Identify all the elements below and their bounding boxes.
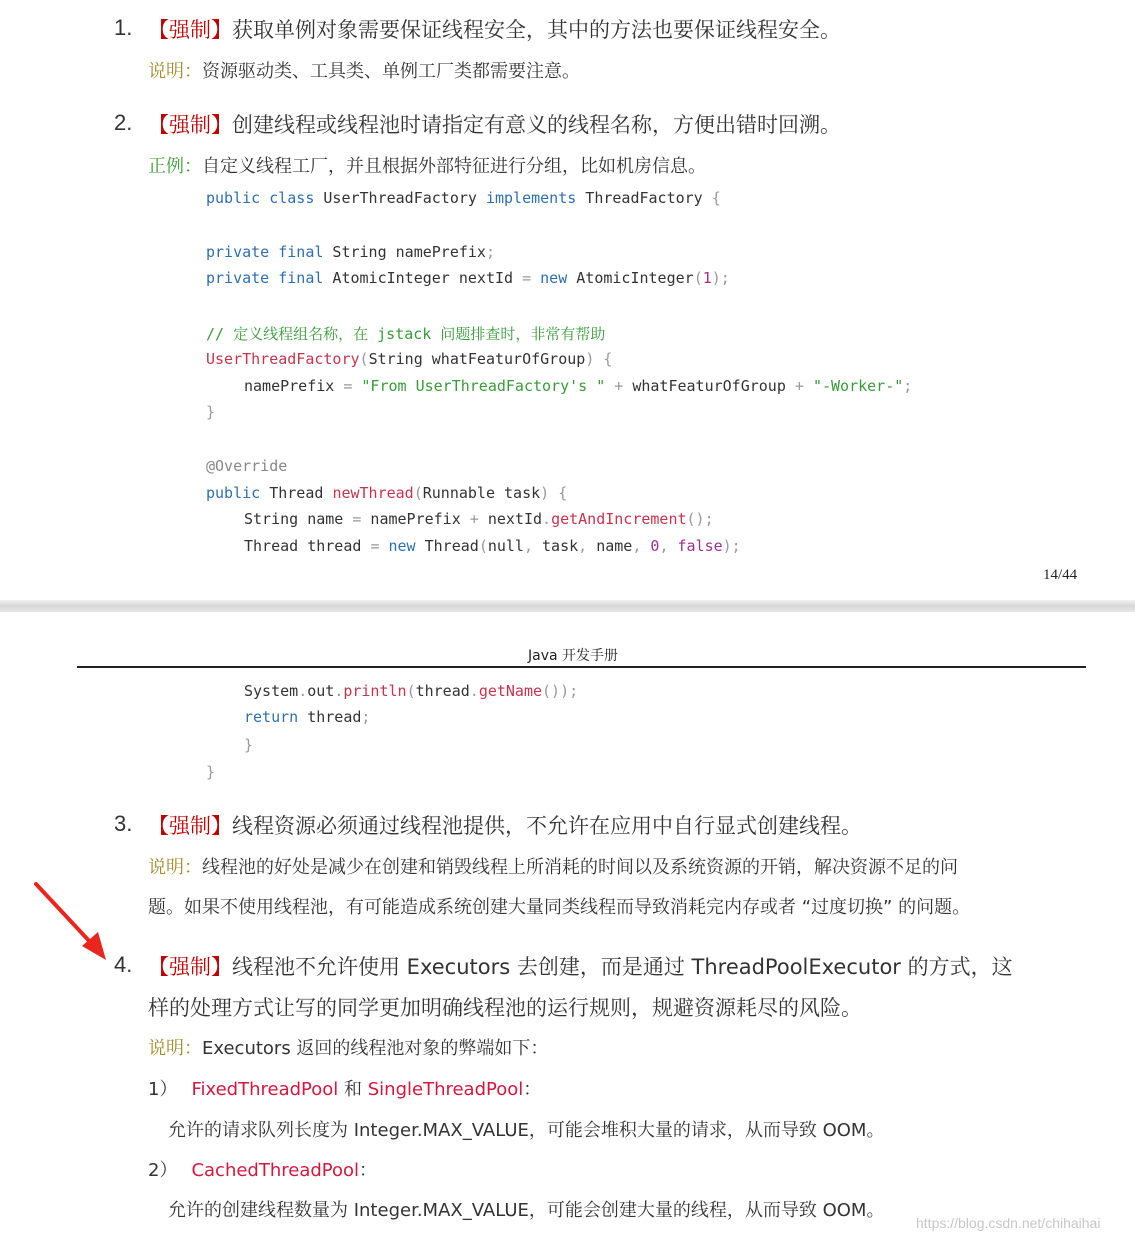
item-1-note: [148, 57, 580, 83]
code-line: }: [206, 403, 216, 421]
item-3-rule: [148, 810, 862, 840]
item-2-rule: [148, 109, 841, 139]
sub-index: 1）: [148, 1079, 178, 1100]
sub-item-2: [148, 1156, 377, 1182]
page-separator: [0, 600, 1135, 612]
class-name: FixedThreadPool: [191, 1079, 339, 1100]
class-name: SingleThreadPool: [367, 1079, 524, 1100]
note-label: 说明：: [148, 857, 202, 878]
sub-item-2-desc: 允许的创建线程数量为 Integer.MAX_VALUE，可能会创建大量的线程，从而导致 OOM。: [168, 1200, 885, 1221]
code-comment: // 定义线程组名称，在 jstack 问题排查时，非常有帮助: [206, 325, 606, 343]
note-text: 线程池的好处是减少在创建和销毁线程上所消耗的时间以及系统资源的开销，解决资源不足的问: [202, 857, 958, 878]
example-label: 正例：: [148, 156, 202, 177]
note-text: Executors 返回的线程池对象的弊端如下：: [202, 1038, 549, 1059]
note-label: 说明：: [148, 61, 202, 82]
sub-item-1: [148, 1075, 541, 1101]
mandatory-tag: 【强制】: [148, 18, 232, 42]
code-line: private final AtomicInteger nextId = new AtomicInteger(1);: [206, 269, 730, 287]
rule-text: 线程资源必须通过线程池提供，不允许在应用中自行显式创建线程。: [232, 814, 862, 838]
code-line: UserThreadFactory(String whatFeaturOfGroup) {: [206, 350, 613, 368]
rule-text: 获取单例对象需要保证线程安全，其中的方法也要保证线程安全。: [232, 18, 841, 42]
class-name: CachedThreadPool: [191, 1160, 360, 1181]
item-1-number: 1.: [114, 15, 133, 40]
item-2-number: 2.: [114, 110, 133, 135]
item-3-number: 3.: [114, 811, 133, 836]
code-line: Thread thread = new Thread(null, task, name, 0, false);: [244, 537, 741, 555]
header-rule: [77, 666, 1086, 668]
colon: ：: [523, 1079, 542, 1100]
mandatory-tag: 【强制】: [148, 814, 232, 838]
watermark: https://blog.csdn.net/chihaihai: [916, 1215, 1101, 1231]
item-3-note: [148, 853, 958, 879]
sub-index: 2）: [148, 1160, 178, 1181]
joiner: 和: [338, 1079, 368, 1100]
code-line: System.out.println(thread.getName());: [244, 682, 579, 700]
page-number: 14/44: [1043, 567, 1078, 583]
colon: ：: [359, 1160, 378, 1181]
code-line: public class UserThreadFactory implements ThreadFactory {: [206, 189, 721, 207]
code-line: namePrefix = "From UserThreadFactory's " + whatFeaturOfGroup + "-Worker-";: [244, 377, 913, 395]
item-3-note-cont: 题。如果不使用线程池，有可能造成系统创建大量同类线程而导致消耗完内存或者 “过度切换” 的问题。: [148, 897, 971, 918]
example-text: 自定义线程工厂，并且根据外部特征进行分组，比如机房信息。: [202, 156, 706, 177]
code-line: public Thread newThread(Runnable task) {: [206, 484, 568, 502]
note-label: 说明：: [148, 1038, 202, 1059]
mandatory-tag: 【强制】: [148, 955, 232, 979]
item-4-note: [148, 1034, 548, 1060]
rule-text: 线程池不允许使用 Executors 去创建，而是通过 ThreadPoolExecutor 的方式，这: [232, 955, 1013, 979]
item-1-rule: [148, 14, 841, 44]
item-4-number: 4.: [114, 952, 133, 977]
code-line: private final String namePrefix;: [206, 243, 495, 261]
item-4-rule: [148, 951, 1013, 981]
running-header: Java 开发手册: [528, 648, 619, 664]
sub-item-1-desc: 允许的请求队列长度为 Integer.MAX_VALUE，可能会堆积大量的请求，从而导致 OOM。: [168, 1120, 885, 1141]
code-line: }: [244, 736, 254, 754]
mandatory-tag: 【强制】: [148, 113, 232, 137]
item-2-example: [148, 152, 706, 178]
code-line: }: [206, 763, 216, 781]
code-line: return thread;: [244, 708, 371, 726]
rule-text: 创建线程或线程池时请指定有意义的线程名称，方便出错时回溯。: [232, 113, 841, 137]
item-4-rule-cont: 样的处理方式让写的同学更加明确线程池的运行规则，规避资源耗尽的风险。: [148, 996, 862, 1020]
code-annotation: @Override: [206, 457, 288, 475]
note-text: 资源驱动类、工具类、单例工厂类都需要注意。: [202, 61, 580, 82]
code-line: String name = namePrefix + nextId.getAndIncrement();: [244, 510, 714, 528]
red-arrow-icon: [32, 880, 112, 962]
